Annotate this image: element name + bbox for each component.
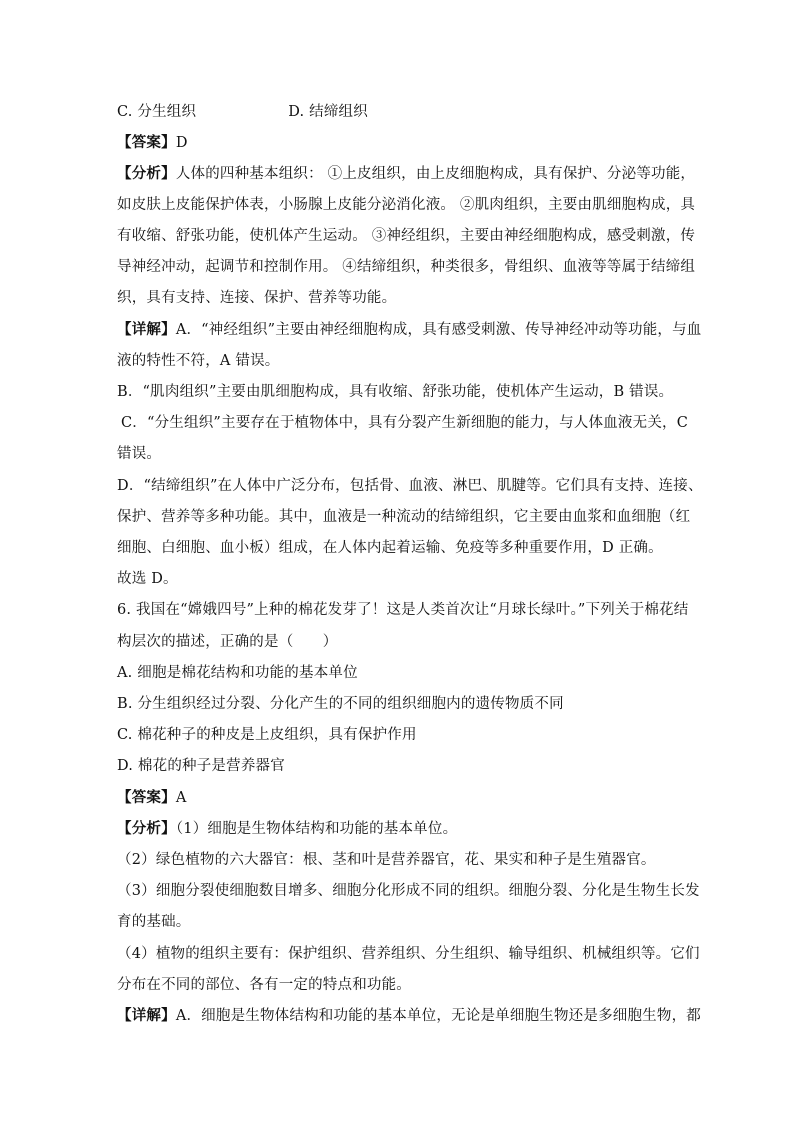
text-line: （3）细胞分裂使细胞数目增多、细胞分化形成不同的组织。细胞分裂、分化是生物生长发 [117,883,700,899]
answer-value: A [175,790,187,806]
answer-label: 【答案】 [117,789,176,806]
text-line: 织，具有支持、连接、保护、营养等功能。 [117,290,397,306]
question-stem: 6. 我国在“嫦娥四号”上种的棉花发芽了！这是人类首次让“月球长绿叶。”下列关于棉花结 [117,602,689,618]
text-line: 液的特性不符，A 错误。 [117,353,280,369]
analysis-label: 【分析】 [117,165,176,182]
text-line: C．“分生组织”主要存在于植物体中，具有分裂产生新细胞的能力，与人体血液无关，C [121,415,689,431]
detail-label: 【详解】 [117,1007,176,1024]
answer-line [117,788,677,808]
text-line: 导神经冲动，起调节和控制作用。 ④结缔组织，种类很多，骨组织、血液等等属于结缔组 [117,259,696,275]
option-row-c-d [117,102,677,122]
text-line: 分布在不同的部位、各有一定的特点和功能。 [117,977,411,993]
detail-line [117,1006,701,1026]
text-line: 育的基础。 [117,914,191,930]
option-d: D. 结缔组织 [288,104,368,120]
analysis-line [117,164,696,184]
option-b: B. 分生组织经过分裂、分化产生的不同的组织细胞内的遗传物质不同 [117,696,564,712]
analysis-text: （1）细胞是生物体结构和功能的基本单位。 [175,821,458,837]
text-line: D．“结缔组织”在人体中广泛分布，包括骨、血液、淋巴、肌腱等。它们具有支持、连接、 [117,478,703,494]
text-line: 保护、营养等多种功能。其中，血液是一种流动的结缔组织，它主要由血浆和血细胞（红 [117,509,691,525]
option-d: D. 棉花的种子是营养器官 [117,758,285,774]
analysis-line [117,819,677,839]
text-line: 有收缩、舒张功能，使机体产生运动。 ③神经组织，主要由神经细胞构成，感受刺激，传 [117,228,696,244]
detail-line [117,320,702,340]
option-c: C. 分生组织 [117,104,197,120]
answer-label: 【答案】 [117,134,176,151]
analysis-text: 人体的四种基本组织： ①上皮组织，由上皮细胞构成，具有保护、分泌等功能， [175,166,696,182]
analysis-label: 【分析】 [117,820,176,837]
detail-text: A．细胞是生物体结构和功能的基本单位，无论是单细胞生物还是多细胞生物，都 [175,1008,701,1024]
text-line: B．“肌肉组织”主要由肌细胞构成，具有收缩、舒张功能，使机体产生运动，B 错误。 [117,384,674,400]
answer-line [117,133,677,153]
text-line: （2）绿色植物的六大器官：根、茎和叶是营养器官，花、果实和种子是生殖器官。 [117,852,656,868]
question-stem: 构层次的描述，正确的是（ ） [117,634,338,650]
text-line: 如皮肤上皮能保护体表，小肠腺上皮能分泌消化液。 ②肌肉组织，主要由肌细胞构成，具 [117,197,696,213]
text-line: （4）植物的组织主要有：保护组织、营养组织、分生组织、输导组织、机械组织等。它们 [117,946,700,962]
detail-label: 【详解】 [117,321,176,338]
conclusion-line: 故选 D。 [117,571,178,587]
answer-value: D [175,135,188,151]
option-a: A. 细胞是棉花结构和功能的基本单位 [117,665,358,681]
text-line: 错误。 [117,446,162,462]
detail-text: A．“神经组织”主要由神经细胞构成，具有感受刺激、传导神经冲动等功能，与血 [175,322,702,338]
option-c: C. 棉花种子的种皮是上皮组织，具有保护作用 [117,727,417,743]
text-line: 细胞、白细胞、血小板）组成，在人体内起着运输、免疫等多种重要作用，D 正确。 [117,540,663,556]
